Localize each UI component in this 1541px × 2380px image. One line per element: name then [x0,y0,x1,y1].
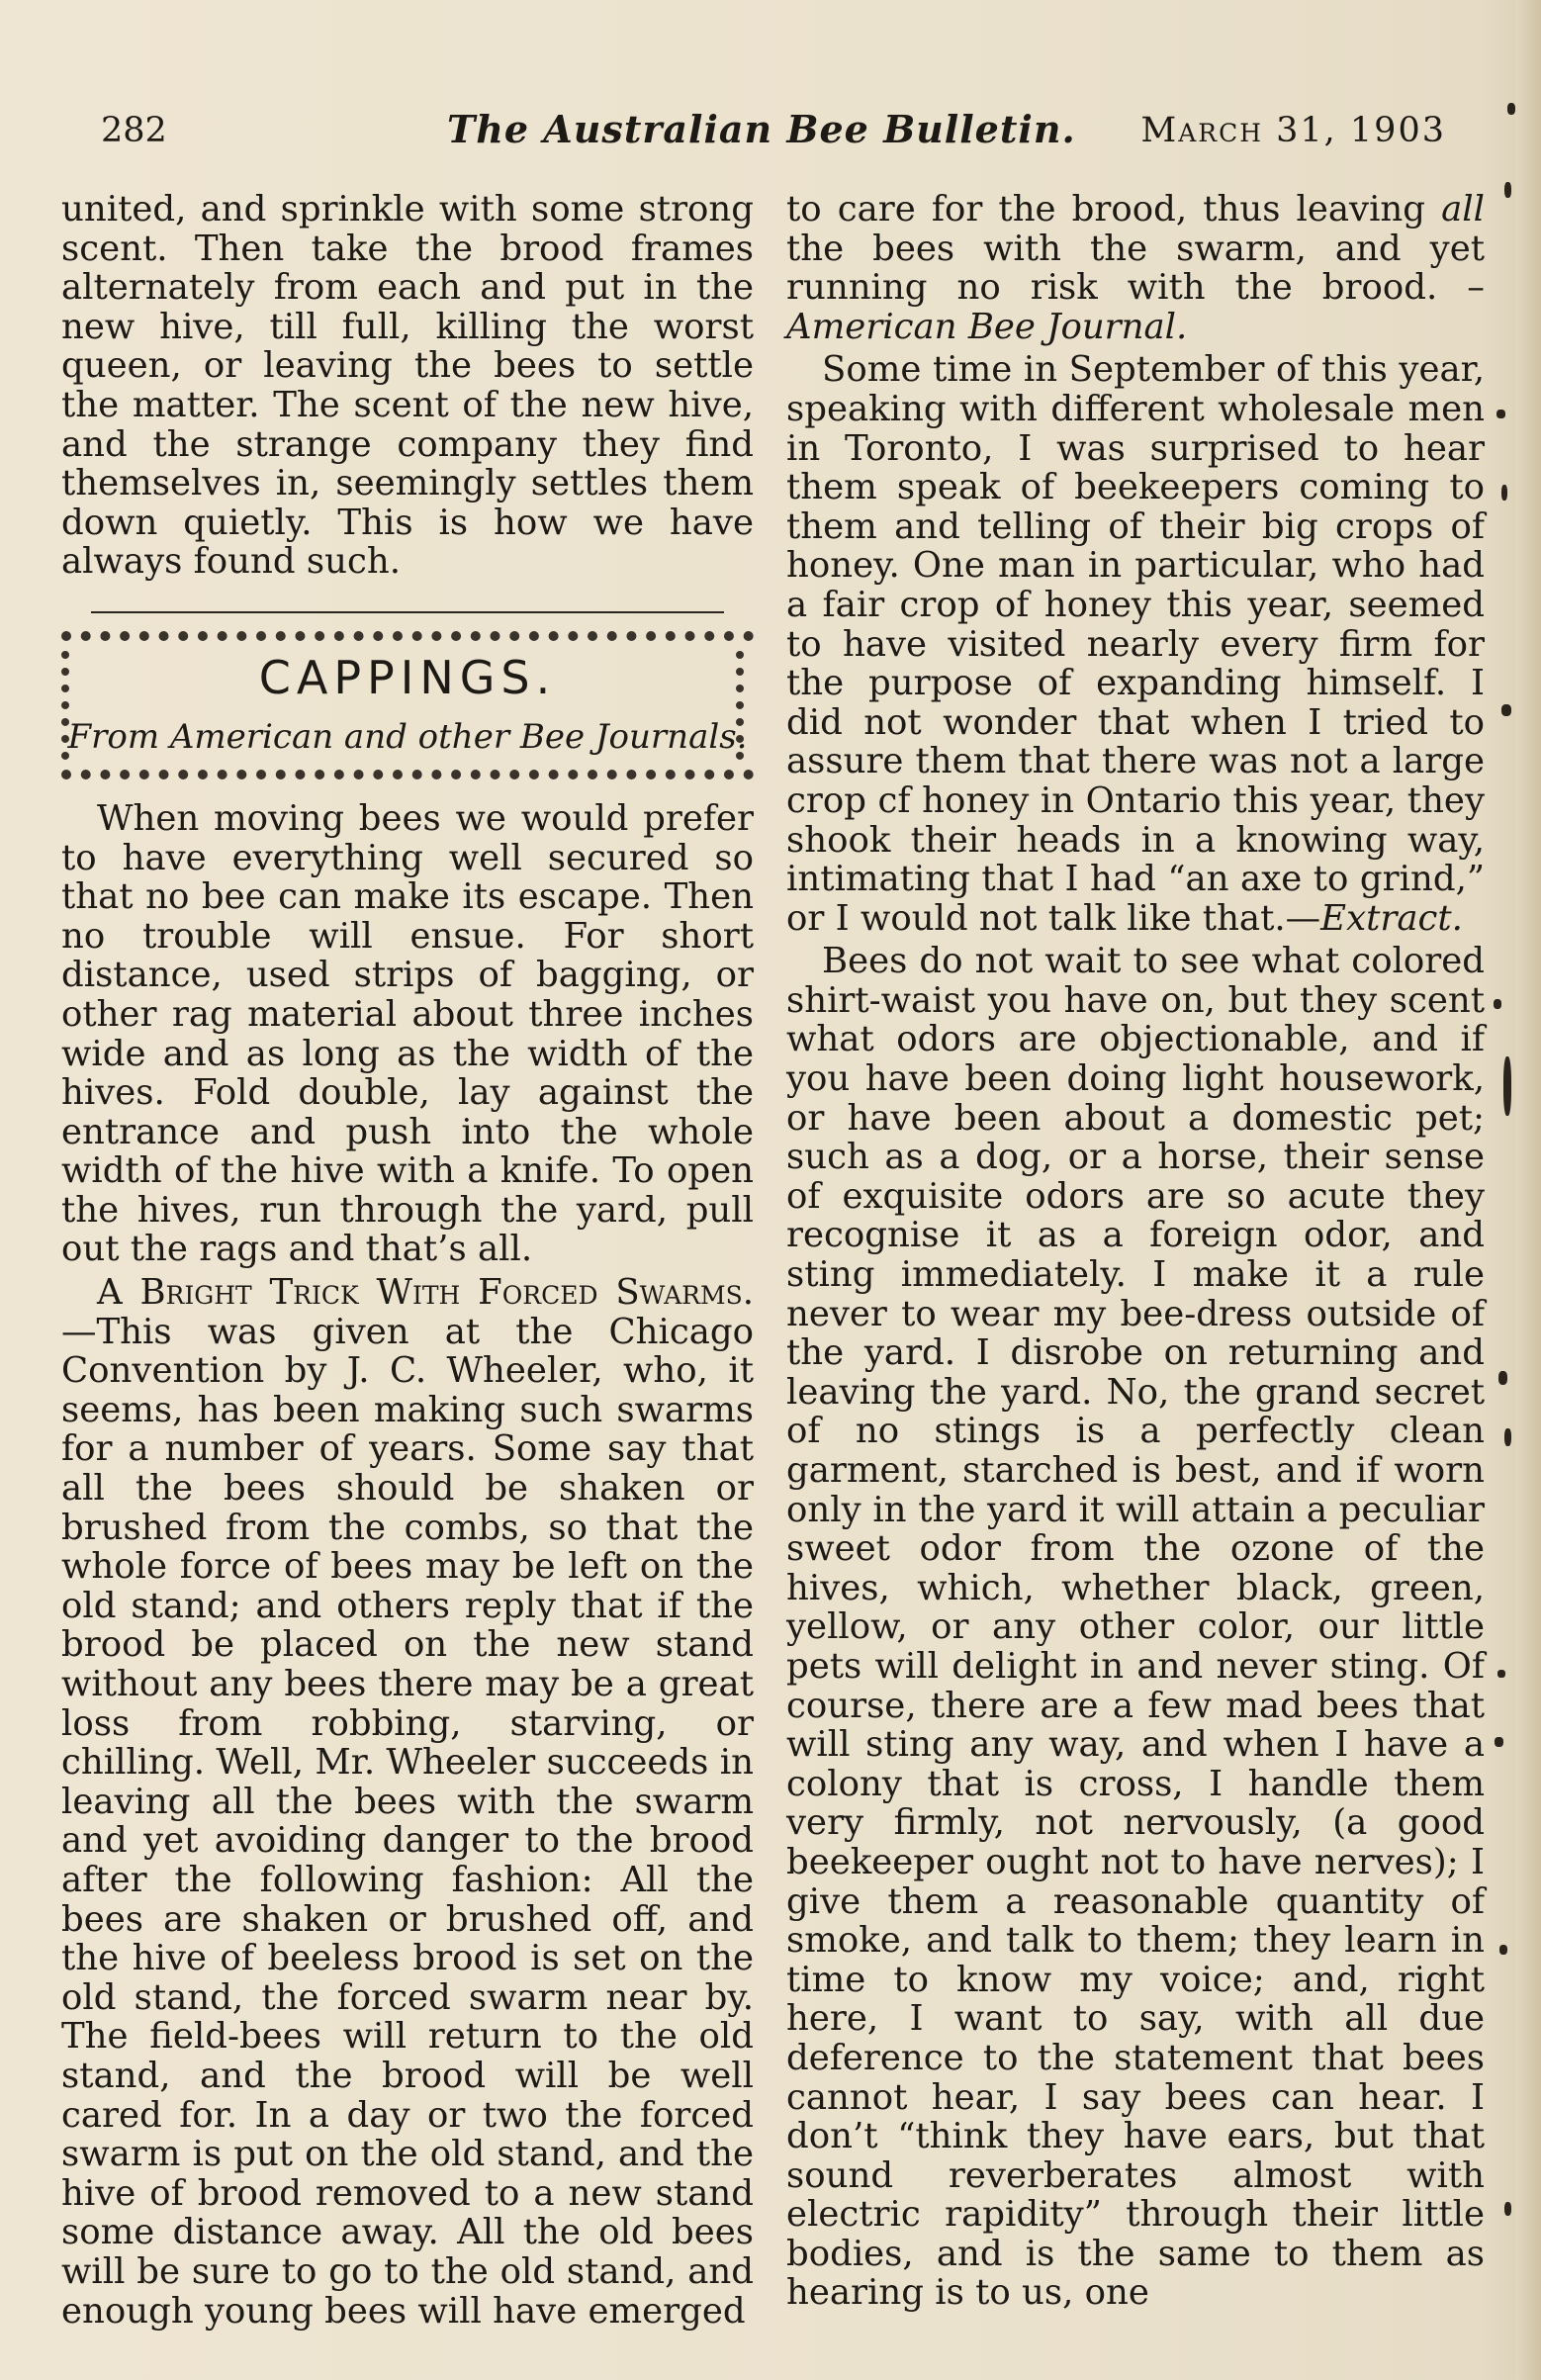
journal-title: The Australian Bee Bulletin. [447,107,1076,151]
paragraph-brood [786,190,1485,346]
margin-speck [1497,1670,1505,1678]
page-edge [1515,0,1541,2380]
paragraph-moving-bees: When moving bees we would prefer to have everything well secured so that no bee can make its escape. Then no trouble will ensue. For short distance, used strips of bagging, or other rag material about three inches wide and as long as the width of the hives. Fold double, lay against the entrance and push into the whole width of the hive with a knife. To open the hives, run through the yard, pull out the rags and that’s all. [61,797,754,1270]
margin-speck [1504,2202,1511,2216]
margin-speck [1504,1428,1511,1446]
paragraph-continued: united, and sprinkle with some strong scent. Then take the brood frames alternately from each and put in the new hive, till full, killing the worst queen, or leaving the bees to settle the matter. The scent of the new hive, and the strange company they find themselves in, seemingly settles them down quietly. This is how we have always found such. [61,189,754,583]
margin-speck [1498,1371,1507,1385]
right-column [786,190,1485,2313]
margin-speck [1496,410,1505,418]
source-citation: American Bee Journal. [786,306,1188,347]
text-run: Some time in September of this year, speaking with different wholesale men in Toronto, I was surprised to hear them speak of beekeepers coming to them and telling of their big crops of honey. One man in particular, who had a fair crop of honey this year, seemed to have visited nearly every firm for the purpose of expanding himself. I did not wonder that when I tried to assure them that there was not a large crop cf honey in Ontario this year, they shook their heads in a knowing way, intimating that I had “an axe to grind,” or I would not talk like that.— [786,349,1485,939]
margin-speck [1501,704,1511,716]
margin-speck [1495,1737,1503,1747]
paragraph-forced-swarms [61,1273,754,2331]
section-subheading: From American and other Bee Journals. [67,716,748,757]
margin-speck [1507,103,1515,115]
paragraph-toronto [786,350,1485,938]
cappings-header-box [61,631,754,779]
left-column [61,190,754,2331]
margin-speck [1504,182,1511,198]
article-heading: A Bright Trick With Forced Swarms. [97,1272,754,1314]
emphasis-text: all [1441,189,1485,229]
source-citation: Extract. [1320,897,1463,939]
text-run: to care for the brood, thus leaving [786,189,1442,229]
margin-speck [1503,1056,1511,1116]
article-body: —This was given at the Chicago Convention by J. C. Wheeler, who, it seems, has been making such swarms for a number of years. Some say that all the bees should be shaken or brushed from the combs, so that the whole force of bees may be left on the old stand; and others reply that if the brood be placed on the new stand without any bees there may be a great loss from robbing, starving, or chilling. Well, Mr. Wheeler succeeds in leaving all the bees with the swarm and yet avoiding danger to the brood after the following fashion: All the bees are shaken or brushed off, and the hive of beeless brood is set on the old stand, the forced swarm near by. The field-bees will return to the old stand, and the brood will be well cared for. In a day or two the forced swarm is put on the old stand, and the hive of brood removed to a new stand some distance away. All the old bees will be sure to go to the old stand, and enough young bees will have emerged [61,1311,754,2332]
paragraph-odors: Bees do not wait to see what colored shirt-waist you have on, but they scent what odors are objectionable, and if you have been doing light housework, or have been about a domestic pet; such as a dog, or a horse, their sense of exquisite odors are so acute they recognise it as a foreign odor, and sting immediately. I make it a rule never to wear my bee-dress outside of the yard. I disrobe on returning and leaving the yard. No, the grand secret of no stings is a perfectly clean garment, starched is best, and if worn only in the yard it will attain a peculiar sweet odor from the ozone of the hives, which, whether black, green, yellow, or any other color, our little pets will delight in and never sting. Of course, there are a few mad bees that will sting any way, and when I have a colony that is cross, I handle them very firmly, not nervously, (a good beekeeper ought not to have nerves); I give them a reasonable quantity of smoke, and talk to them; they learn in time to know my voice; and, right here, I want to say, with all due deference to the statement that bees cannot hear, I say bees can hear. I don’t “think they have ears, but that sound reverberates almost with electric rapidity” through their little bodies, and is the same to them as hearing is to us, one [786,941,1485,2314]
issue-date: March 31, 1903 [1140,111,1446,150]
section-divider [91,611,724,613]
page-header [61,107,1446,160]
text-run: the bees with the swarm, and yet running no risk with the brood. – [786,228,1485,309]
margin-speck [1501,485,1507,501]
section-heading: CAPPINGS. [258,650,557,704]
margin-speck [1494,999,1501,1009]
page-number: 282 [101,111,167,150]
margin-speck [1499,1945,1507,1955]
